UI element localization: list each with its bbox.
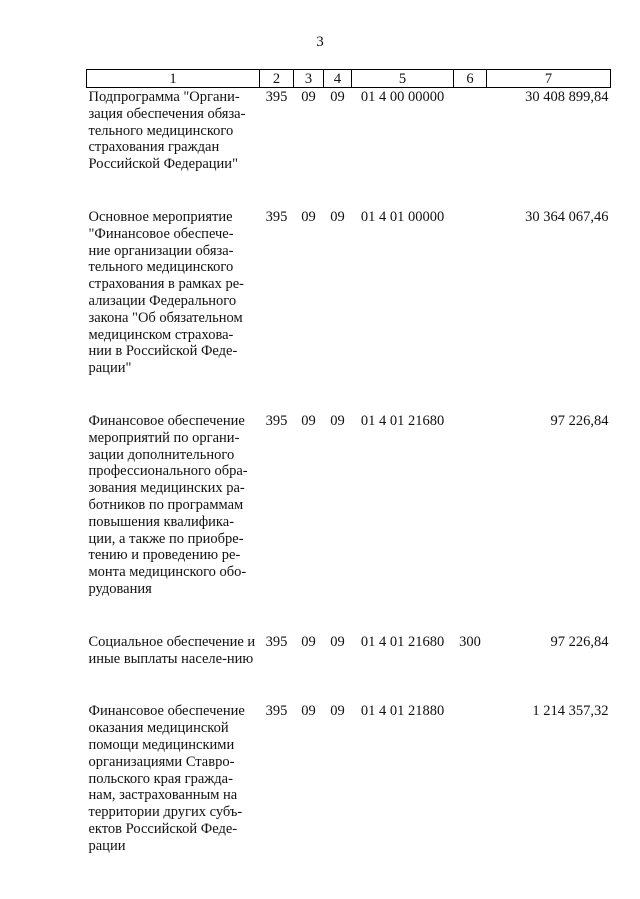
row-amount: 30 408 899,84 <box>525 89 609 105</box>
column-header-3: 3 <box>294 70 324 88</box>
table-row <box>87 634 611 704</box>
column-header-7: 7 <box>487 70 611 88</box>
row-section-code: 09 <box>301 633 316 650</box>
row-ministry-code: 395 <box>265 633 288 650</box>
table-row <box>87 209 611 413</box>
row-subsection-code: 09 <box>330 89 345 105</box>
page-number: 3 <box>316 34 324 50</box>
row-subsection-code: 09 <box>330 208 345 225</box>
row-amount: 97 226,84 <box>550 633 609 650</box>
row-amount: 1 214 357,32 <box>532 703 609 720</box>
row-amount: 97 226,84 <box>550 412 609 429</box>
row-section-code: 09 <box>301 412 316 429</box>
column-header-4: 4 <box>324 70 352 88</box>
row-ministry-code: 395 <box>265 89 288 105</box>
row-amount: 30 364 067,46 <box>525 208 609 225</box>
row-expense-type <box>454 88 487 209</box>
row-ministry-code: 395 <box>265 208 288 225</box>
row-expense-type <box>454 209 487 413</box>
table-header-row <box>87 70 611 88</box>
row-expense-type <box>454 703 487 890</box>
row-section-code: 09 <box>301 208 316 225</box>
row-name: Социальное обеспечение и иные выплаты населе-нию <box>88 633 256 667</box>
row-expense-type: 300 <box>459 633 481 650</box>
table-row <box>87 413 611 634</box>
table-row <box>87 88 611 209</box>
row-target-code: 01 4 00 00000 <box>360 89 445 105</box>
column-header-1: 1 <box>87 70 260 88</box>
table-row <box>87 703 611 890</box>
row-expense-type <box>454 413 487 634</box>
row-section-code: 09 <box>301 703 316 720</box>
row-ministry-code: 395 <box>265 703 288 720</box>
row-target-code: 01 4 01 00000 <box>360 208 445 225</box>
column-header-2: 2 <box>260 70 294 88</box>
column-header-6: 6 <box>454 70 487 88</box>
row-name: Финансовое обеспечение мероприятий по органи-зации дополнительного профессионального обра-зования медицинских ра-ботников по программам повышения квалифика-ции, а также по приобре-тению и проведению ре-монта медицинского обо-рудования <box>88 412 248 597</box>
row-name: Подпрограмма "Органи-зация обеспечения обяза-тельного медицинского страхования граждан Российской Федерации" <box>88 89 246 173</box>
row-target-code: 01 4 01 21680 <box>360 633 445 650</box>
row-subsection-code: 09 <box>330 703 345 720</box>
budget-table <box>86 69 611 890</box>
row-ministry-code: 395 <box>265 412 288 429</box>
row-name: Основное мероприятие "Финансовое обеспече-ние организации обяза-тельного медицинского страхования в рамках ре-ализации Федерального закона "Об обязательном медицинском страхова-нии в Российской Феде-рации" <box>88 208 244 377</box>
row-name: Финансовое обеспечение оказания медицинской помощи медицинскими организациями Ставро-польского края гражда-нам, застрахованным на территории других субъ-ектов Российской Феде-рации <box>88 703 245 854</box>
row-subsection-code: 09 <box>330 633 345 650</box>
row-section-code: 09 <box>301 89 316 105</box>
row-target-code: 01 4 01 21880 <box>360 703 445 720</box>
row-subsection-code: 09 <box>330 412 345 429</box>
row-target-code: 01 4 01 21680 <box>360 412 445 429</box>
column-header-5: 5 <box>352 70 454 88</box>
